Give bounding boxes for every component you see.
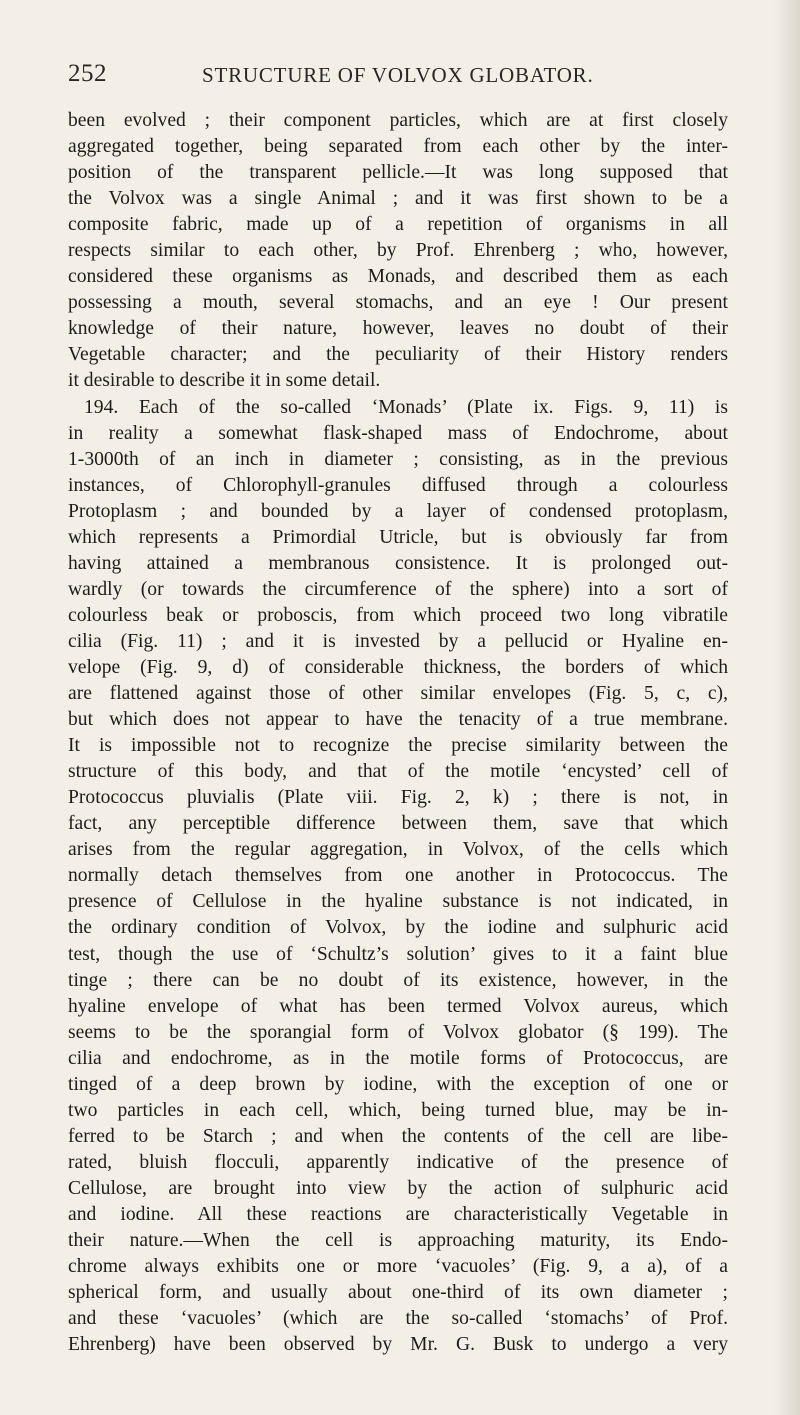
text-line: which represents a Primordial Utricle, but is obviously far from (68, 526, 728, 548)
text-line: are flattened against those of other similar envelopes (Fig. 5, c, c), (68, 683, 728, 705)
text-line: Ehrenberg) have been observed by Mr. G. Busk to undergo a very (68, 1334, 728, 1356)
text-line: tinge ; there can be no doubt of its existence, however, in the (68, 969, 728, 991)
text-line: velope (Fig. 9, d) of considerable thickness, the borders of which (68, 656, 728, 678)
text-line: the Volvox was a single Animal ; and it was first shown to be a (68, 188, 728, 210)
page-header (68, 60, 728, 94)
paragraph-start-194: 194. Each of the so-called ‘Monads’ (Plate ix. Figs. 9, 11) is (84, 396, 728, 418)
text-line: considered these organisms as Monads, and described them as each (68, 266, 728, 288)
text-line: two particles in each cell, which, being turned blue, may be in- (68, 1099, 728, 1121)
page-number: 252 (68, 60, 107, 87)
text-line: Protoplasm ; and bounded by a layer of condensed protoplasm, (68, 500, 728, 522)
text-line: their nature.—When the cell is approaching maturity, its Endo- (68, 1230, 728, 1252)
text-line: position of the transparent pellicle.—It was long supposed that (68, 162, 728, 184)
text-line: possessing a mouth, several stomachs, and an eye ! Our present (68, 292, 728, 314)
text-line: knowledge of their nature, however, leaves no doubt of their (68, 318, 728, 340)
text-line: normally detach themselves from one another in Protococcus. The (68, 865, 728, 887)
text-line: respects similar to each other, by Prof. Ehrenberg ; who, however, (68, 240, 728, 262)
text-line: hyaline envelope of what has been termed Volvox aureus, which (68, 995, 728, 1017)
text-line: colourless beak or proboscis, from which proceed two long vibratile (68, 604, 728, 626)
text-line: but which does not appear to have the tenacity of a true membrane. (68, 709, 728, 731)
text-line: spherical form, and usually about one-third of its own diameter ; (68, 1282, 728, 1304)
text-line: It is impossible not to recognize the precise similarity between the (68, 735, 728, 757)
text-line: having attained a membranous consistence. It is prolonged out- (68, 552, 728, 574)
text-line: cilia (Fig. 11) ; and it is invested by a pellucid or Hyaline en- (68, 630, 728, 652)
text-line: ferred to be Starch ; and when the contents of the cell are libe- (68, 1125, 728, 1147)
text-line: Cellulose, are brought into view by the action of sulphuric acid (68, 1177, 728, 1199)
body-text (68, 108, 728, 1358)
text-line: test, though the use of ‘Schultz’s solution’ gives to it a faint blue (68, 943, 728, 965)
text-line: the ordinary condition of Volvox, by the iodine and sulphuric acid (68, 917, 728, 939)
text-line: in reality a somewhat flask-shaped mass of Endochrome, about (68, 422, 728, 444)
text-line: chrome always exhibits one or more ‘vacuoles’ (Fig. 9, a a), of a (68, 1256, 728, 1278)
text-line: fact, any perceptible difference between them, save that which (68, 813, 728, 835)
text-line: Protococcus pluvialis (Plate viii. Fig. 2, k) ; there is not, in (68, 787, 728, 809)
text-line: presence of Cellulose in the hyaline substance is not indicated, in (68, 891, 728, 913)
text-line: seems to be the sporangial form of Volvox globator (§ 199). The (68, 1021, 728, 1043)
text-line: been evolved ; their component particles, which are at first closely (68, 110, 728, 131)
text-line: arises from the regular aggregation, in Volvox, of the cells which (68, 839, 728, 861)
text-line: Vegetable character; and the peculiarity of their History renders (68, 344, 728, 366)
text-line: it desirable to describe it in some detail. (68, 370, 381, 392)
text-line: and these ‘vacuoles’ (which are the so-called ‘stomachs’ of Prof. (68, 1308, 728, 1330)
text-line: composite fabric, made up of a repetition of organisms in all (68, 214, 728, 236)
running-title: STRUCTURE OF VOLVOX GLOBATOR. (202, 63, 594, 87)
text-line: and iodine. All these reactions are characteristically Vegetable in (68, 1203, 728, 1225)
text-line: aggregated together, being separated from each other by the inter- (68, 136, 728, 158)
text-line: cilia and endochrome, as in the motile forms of Protococcus, are (68, 1047, 728, 1069)
text-line: instances, of Chlorophyll-granules diffused through a colourless (68, 474, 728, 496)
text-line: 1-3000th of an inch in diameter ; consisting, as in the previous (68, 448, 728, 470)
text-line: tinged of a deep brown by iodine, with the exception of one or (68, 1073, 728, 1095)
text-line: rated, bluish flocculi, apparently indicative of the presence of (68, 1151, 728, 1173)
text-line: structure of this body, and that of the motile ‘encysted’ cell of (68, 761, 728, 783)
text-line: wardly (or towards the circumference of the sphere) into a sort of (68, 578, 728, 600)
page-edge-shadow (774, 0, 800, 1415)
